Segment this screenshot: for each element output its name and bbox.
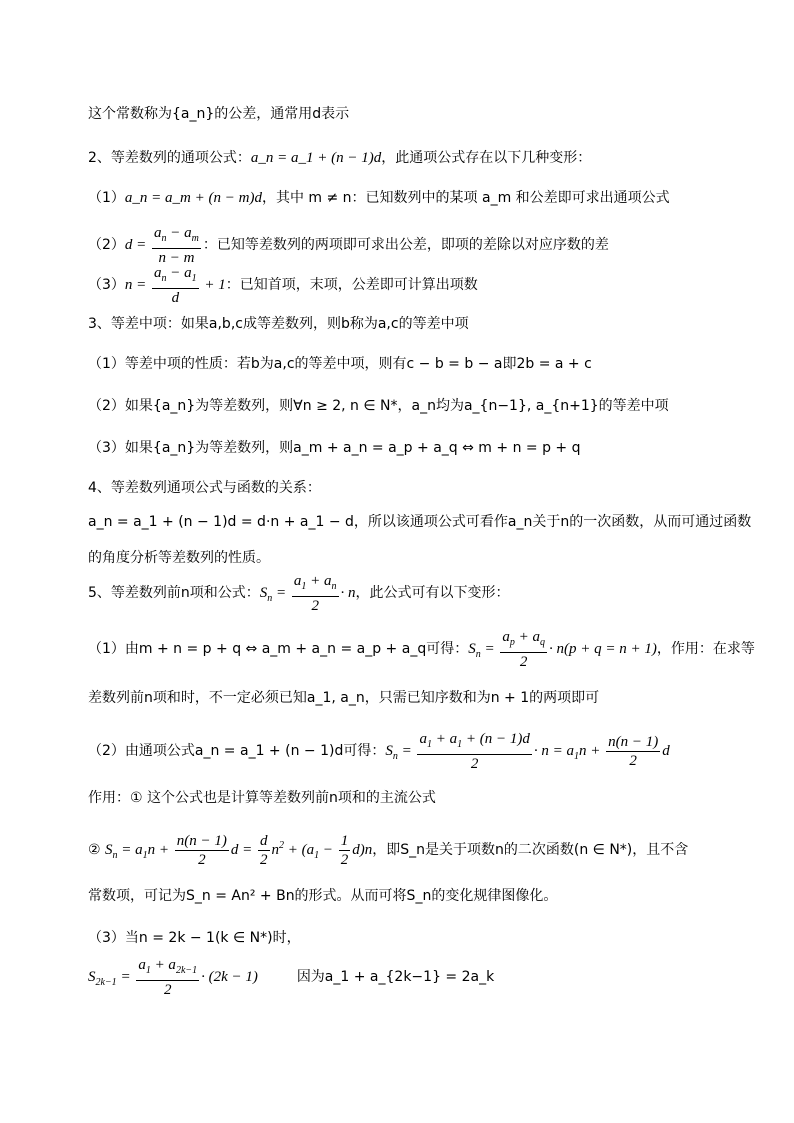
line-8 (88, 396, 669, 416)
formula-sum-expanded: $S_n$ = $\frac{a_1 + a_1 + (n - 1)d}{2}$ · $n = a_1n$ + $\frac{n(n - 1)}{2}$ d (385, 731, 670, 772)
line-5 (88, 264, 478, 306)
fraction-q1: $\frac{n(n - 1)}{2}$ (176, 833, 227, 869)
text-l5-label: （3） (88, 276, 125, 293)
text-l16-label: （2）由通项公式a_n = a_1 + (n − 1)d可得： (88, 742, 386, 759)
text-l6: 3、等差中项：如果a,b,c成等差数列，则b称为a,c的等差中项 (88, 316, 469, 332)
text-l19: 常数项，可记为S_n = An² + Bn的形式。从而可将S_n的变化规律图像化。 (88, 888, 558, 904)
line-21 (88, 956, 494, 996)
line-18 (88, 826, 689, 869)
text-l17: 作用：① 这个公式也是计算等差数列前n项和的主流公式 (88, 790, 436, 806)
formula-s2k: $S_{2k-1}$ = $\frac{a_1 + a_{2k-1}}{2}$ · (2k − 1) (88, 957, 258, 998)
fraction-q2: $\frac{d}{2}$ (260, 833, 268, 869)
formula-general-term: a_n = a_1 + (n − 1)d (250, 150, 382, 166)
text-l2-tail: ，此通项公式存在以下几种变形： (381, 150, 592, 166)
fraction-sum: $\frac{a_1 + a_n}{2}$ (293, 573, 337, 614)
line-4 (88, 224, 609, 266)
fraction-s2k: $\frac{a_1 + a_{2k-1}}{2}$ (138, 957, 198, 998)
text-l3-label: （1） (88, 190, 125, 206)
fraction-d: $\frac{a_n - a_m}{n - m}$ (154, 225, 199, 266)
text-l20: （3）当n = 2k − 1(k ∈ N*)时， (88, 930, 301, 946)
fraction-sum-expanded: $\frac{a_1 + a_1 + (n - 1)d}{2}$ (419, 731, 530, 772)
line-10 (88, 478, 321, 498)
text-l14-label: （1）由m + n = p + q ⇔ a_m + a_n = a_p + a_q可得： (88, 640, 469, 657)
text-l13-tail: ，此公式可有以下变形： (355, 584, 510, 601)
fraction-nn1: $\frac{n(n - 1)}{2}$ (608, 734, 659, 769)
line-3 (88, 188, 670, 208)
text-l7: （1）等差中项的性质：若b为a,c的等差中项，则有c − b = b − a即2b = a + c (88, 356, 592, 372)
text-l1: 这个常数称为{a_n}的公差，通常用d表示 (88, 106, 350, 122)
text-l8: （2）如果{a_n}为等差数列，则∀n ≥ 2, n ∈ N*，a_n均为a_{n−1}, a_{n+1}的等差中项 (88, 398, 669, 414)
text-l3-mid: ，其中 m ≠ n (261, 190, 352, 206)
fraction-n: $\frac{a_n - a_1}{d}$ (154, 265, 197, 306)
text-l14-tail: ，作用：在求等 (656, 640, 755, 657)
line-1 (88, 104, 349, 124)
formula-variant-1: a_n = a_m + (n − m)d (124, 190, 262, 206)
line-7 (88, 354, 592, 374)
text-l10: 4、等差数列通项公式与函数的关系： (88, 480, 321, 496)
line-11 (88, 512, 751, 532)
line-6 (88, 314, 469, 334)
line-16 (88, 730, 670, 770)
formula-quadratic: $S_n = a_1n$ + $\frac{n(n - 1)}{2}$ d = $\frac{d}{2}$ $n^2 + (a_1$ − $\frac{1}{2}$ d)n (105, 833, 373, 869)
line-15 (88, 688, 599, 708)
line-20 (88, 928, 301, 948)
text-l13-label: 5、等差数列前n项和公式： (88, 584, 260, 601)
line-19 (88, 886, 557, 906)
line-17 (88, 788, 436, 808)
text-l18-tail: ，即S_n是关于项数n的二次函数(n ∈ N*)，且不含 (372, 842, 689, 858)
formula-n: n = $\frac{a_n - a_1}{d}$ + 1 (124, 265, 226, 306)
formula-sum-pq: $S_n$ = $\frac{a_p + a_q}{2}$ · n(p + q = n + 1) (468, 629, 657, 670)
formula-d: d = $\frac{a_n - a_m}{n - m}$ (124, 225, 199, 266)
line-2 (88, 148, 591, 168)
line-9 (88, 438, 580, 458)
line-14 (88, 628, 755, 668)
text-l18-label: ② (88, 842, 101, 858)
fraction-q3: $\frac{1}{2}$ (340, 833, 349, 869)
text-l4-tail: ：已知等差数列的两项即可求出公差，即项的差除以对应序数的差 (202, 236, 609, 253)
text-l12: 的角度分析等差数列的性质。 (88, 550, 270, 566)
line-12 (88, 548, 270, 568)
text-l21-tail: 因为a_1 + a_{2k−1} = 2a_k (296, 968, 495, 985)
fraction-sum-pq: $\frac{a_p + a_q}{2}$ (502, 629, 545, 670)
line-13 (88, 572, 510, 612)
text-l9: （3）如果{a_n}为等差数列，则a_m + a_n = a_p + a_q ⇔ m + n = p + q (88, 440, 581, 456)
text-l2-label: 2、等差数列的通项公式： (88, 150, 251, 166)
text-l5-tail: ：已知首项，末项，公差即可计算出项数 (225, 276, 478, 293)
text-l4-label: （2） (88, 236, 125, 253)
formula-sum: $S_n$ = $\frac{a_1 + a_n}{2}$ · n (259, 573, 356, 614)
text-l3-tail: ：已知数列中的某项 a_m 和公差即可求出通项公式 (351, 190, 670, 206)
text-l11: a_n = a_1 + (n − 1)d = d·n + a_1 − d，所以该通项公式可看作a_n关于n的一次函数，从而可通过函数 (88, 514, 752, 530)
text-l15: 差数列前n项和时，不一定必须已知a_1, a_n，只需已知序数和为n + 1的两项即可 (88, 690, 600, 706)
